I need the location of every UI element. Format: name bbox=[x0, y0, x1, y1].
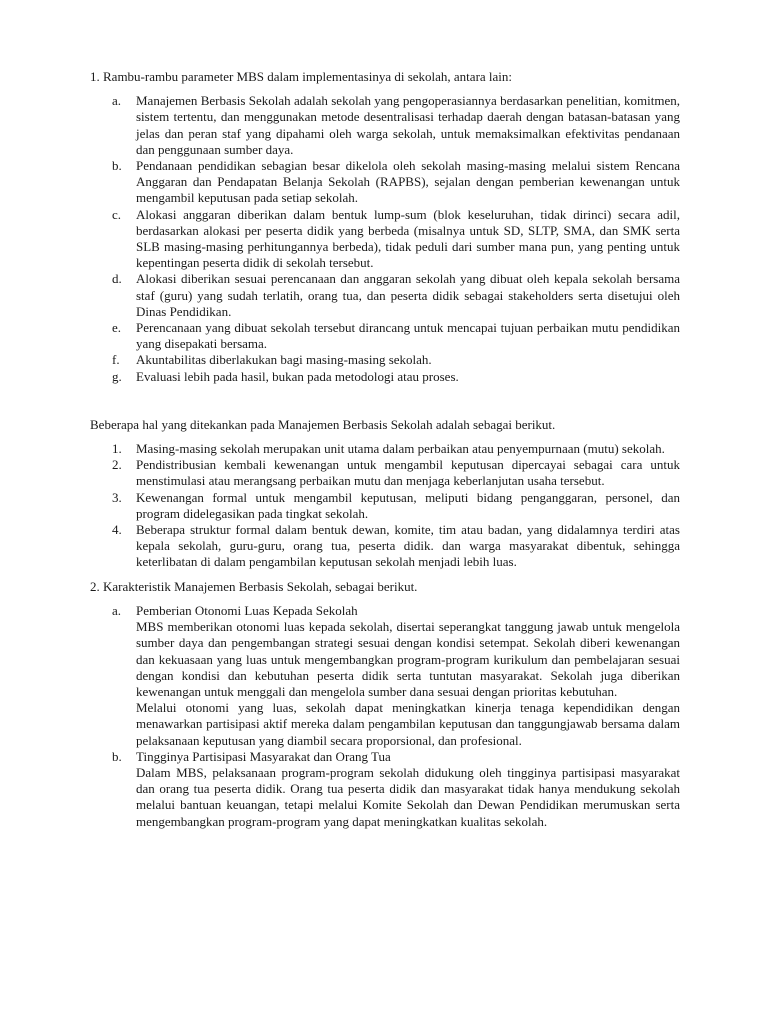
list-item bbox=[112, 441, 680, 457]
subsection-b-paragraph-1: Dalam MBS, pelaksanaan program-program sekolah didukung oleh tingginya partisipasi masyarakat dan orang tua peserta didik. Orang tua peserta didik dan masyarakat tidak hanya mendukung sekolah melalui bantuan keuangan, tetapi melalui Komite Sekolah dan Dewan Pendidikan merumuskan serta mengembangkan program-program yang dapat meningkatkan kualitas sekolah. bbox=[136, 764, 680, 829]
list-item bbox=[112, 457, 680, 489]
section-1-marker: 1. bbox=[90, 69, 100, 84]
list-item bbox=[112, 320, 680, 352]
list-marker: g. bbox=[112, 368, 122, 384]
list-item bbox=[112, 352, 680, 368]
list-item bbox=[112, 93, 680, 158]
list-marker: d. bbox=[112, 271, 122, 287]
list-marker: 4. bbox=[112, 522, 122, 538]
section-2-heading bbox=[90, 579, 680, 595]
subsection-a-title: Pemberian Otonomi Luas Kepada Sekolah bbox=[136, 602, 358, 618]
list-text: Pendistribusian kembali kewenangan untuk mengambil keputusan dipercayai sebagai cara untuk menstimulasi atau merangsang perbaikan mutu dan menjaga keberlanjutan usaha tersebut. bbox=[136, 457, 680, 489]
subsection-a bbox=[112, 603, 680, 619]
list-marker: e. bbox=[112, 320, 122, 336]
list-text: Evaluasi lebih pada hasil, bukan pada metodologi atau proses. bbox=[136, 368, 459, 384]
list-text: Manajemen Berbasis Sekolah adalah sekolah yang pengoperasiannya berdasarkan penelitian, komitmen, sistem tertentu, dan menggunakan metode desentralisasi terhadap daerah dengan batasan-batasan yang jelas dan peran staf yang dipahami oleh warga sekolah, untuk memaksimalkan efektivitas pendanaan dan penggunaan sumber daya. bbox=[136, 93, 680, 157]
list-item bbox=[112, 271, 680, 320]
subsection-a-paragraph-1: MBS memberikan otonomi luas kepada sekolah, disertai seperangkat tanggung jawab untuk mengelola sumber daya dan pengembangan strategi sesuai dengan kondisi setempat. Sekolah diberi kewenangan dan kekuasaan yang luas untuk mengembangkan program-program kurikulum dan pembelajaran sesuai dengan kondisi dan kebutuhan peserta didik serta tuntutan masyarakat. Sekolah juga diberikan kewenangan untuk menggali dan mengelola sumber dana sesuai dengan prioritas kebutuhan. bbox=[136, 619, 680, 699]
section-1-title: Rambu-rambu parameter MBS dalam implementasinya di sekolah, antara lain: bbox=[103, 69, 513, 84]
emphasis-intro: Beberapa hal yang ditekankan pada Manajemen Berbasis Sekolah adalah sebagai berikut. bbox=[90, 416, 556, 432]
section-1-heading bbox=[90, 69, 680, 85]
list-marker: b. bbox=[112, 158, 122, 174]
list-text: Perencanaan yang dibuat sekolah tersebut dirancang untuk mencapai tujuan perbaikan mutu pendidikan yang disepakati bersama. bbox=[136, 320, 680, 352]
list-item bbox=[112, 490, 680, 522]
subsection-b-title: Tingginya Partisipasi Masyarakat dan Orang Tua bbox=[136, 748, 391, 764]
list-text: Masing-masing sekolah merupakan unit utama dalam perbaikan atau penyempurnaan (mutu) sekolah. bbox=[136, 441, 665, 457]
list-marker: 1. bbox=[112, 441, 122, 457]
list-marker: 2. bbox=[112, 457, 122, 473]
list-item bbox=[112, 522, 680, 571]
list-marker: f. bbox=[112, 352, 120, 368]
section-2-title: Karakteristik Manajemen Berbasis Sekolah, sebagai berikut. bbox=[103, 578, 418, 594]
list-marker: c. bbox=[112, 206, 122, 222]
list-text: Alokasi diberikan sesuai perencanaan dan anggaran sekolah yang dibuat oleh kepala sekolah bersama staf (guru) yang sudah terlatih, orang tua, dan peserta didik sebagai stakeholders serta disetujui oleh Dinas Pendidikan. bbox=[136, 271, 680, 319]
section-2-marker: 2. bbox=[90, 578, 100, 594]
list-text: Akuntabilitas diberlakukan bagi masing-masing sekolah. bbox=[136, 352, 432, 368]
list-marker: a. bbox=[112, 602, 122, 618]
subsection-b bbox=[112, 749, 680, 765]
list-item bbox=[112, 369, 680, 385]
list-text: Pendanaan pendidikan sebagian besar dikelola oleh sekolah masing-masing melalui sistem Rencana Anggaran dan Pendapatan Belanja Sekolah (RAPBS), sejalan dengan pemberian kewenangan untuk mengambil keputusan pada setiap sekolah. bbox=[136, 158, 680, 206]
list-text: Kewenangan formal untuk mengambil keputusan, meliputi bidang penganggaran, personel, dan program didelegasikan pada tingkat sekolah. bbox=[136, 489, 680, 521]
list-marker: 3. bbox=[112, 489, 122, 505]
list-text: Alokasi anggaran diberikan dalam bentuk lump-sum (blok keseluruhan, tidak dirinci) secara adil, berdasarkan alokasi per peserta didik yang berbeda (misalnya untuk SD, SLTP, SMA, dan SMK serta SLB masing-masing perhitungannya berbeda), tidak peduli dari sumber mana pun, yang penting untuk kepentingan peserta didik di sekolah tersebut. bbox=[136, 206, 680, 271]
list-marker: b. bbox=[112, 748, 122, 764]
list-item bbox=[112, 207, 680, 272]
subsection-a-paragraph-2: Melalui otonomi yang luas, sekolah dapat meningkatkan kinerja tenaga kependidikan dengan menawarkan partisipasi aktif mereka dalam pengambilan keputusan dan tanggungjawab bersama dalam pelaksanaan keputusan yang diambil secara proporsional, dan profesional. bbox=[136, 700, 680, 748]
list-text: Beberapa struktur formal dalam bentuk dewan, komite, tim atau badan, yang didalamnya terdiri atas kepala sekolah, guru-guru, orang tua, peserta didik. dan warga masyarakat dibentuk, sehingga keterlibatan di dalam pengambilan keputusan sekolah menjadi lebih luas. bbox=[136, 522, 680, 570]
list-item bbox=[112, 158, 680, 207]
list-marker: a. bbox=[112, 93, 122, 109]
